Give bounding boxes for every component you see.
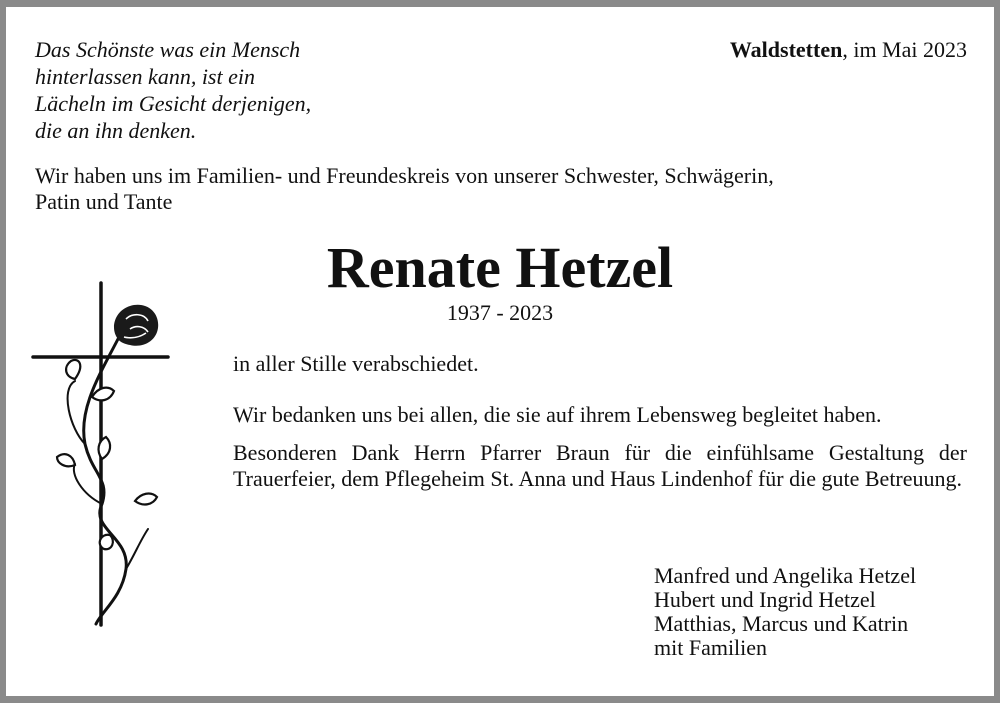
poem-line: Lächeln im Gesicht derjenigen, — [35, 91, 312, 116]
life-years: 1937 - 2023 — [446, 300, 554, 325]
intro-line-1: Wir haben uns im Familien- und Freundeskreis von unserer Schwester, Schwägerin, — [35, 163, 774, 188]
poem-line: die an ihn denken. — [35, 118, 197, 143]
signatures — [654, 564, 916, 660]
thanks-all-text: Wir bedanken uns bei allen, die sie auf ihrem Lebensweg begleitet haben. — [233, 402, 882, 427]
farewell-text: in aller Stille verabschiedet. — [233, 351, 479, 376]
poem-line: hinterlassen kann, ist ein — [35, 64, 255, 89]
place-name: Waldstetten — [729, 37, 843, 62]
intro-line-2: Patin und Tante — [35, 189, 173, 214]
signature-line: Matthias, Marcus und Katrin — [654, 611, 909, 636]
memorial-poem — [35, 36, 311, 144]
poem-line: Das Schönste was ein Mensch — [35, 37, 301, 62]
obituary-notice — [6, 7, 994, 696]
signature-line: Hubert und Ingrid Hetzel — [654, 587, 876, 612]
thanks-special-text: Besonderen Dank Herrn Pfarrer Braun für die einfühlsame Gestaltung der Trauerfeier, dem Pflegeheim St. Anna und Haus Lindenhof für die gute Betreuung. — [233, 440, 967, 491]
cross-with-rose-icon — [30, 279, 176, 629]
signature-line: Manfred und Angelika Hetzel — [654, 563, 917, 588]
signature-line: mit Familien — [654, 635, 768, 660]
date-text: , im Mai 2023 — [842, 37, 967, 62]
place-date — [730, 36, 967, 63]
deceased-name: Renate Hetzel — [326, 235, 674, 300]
